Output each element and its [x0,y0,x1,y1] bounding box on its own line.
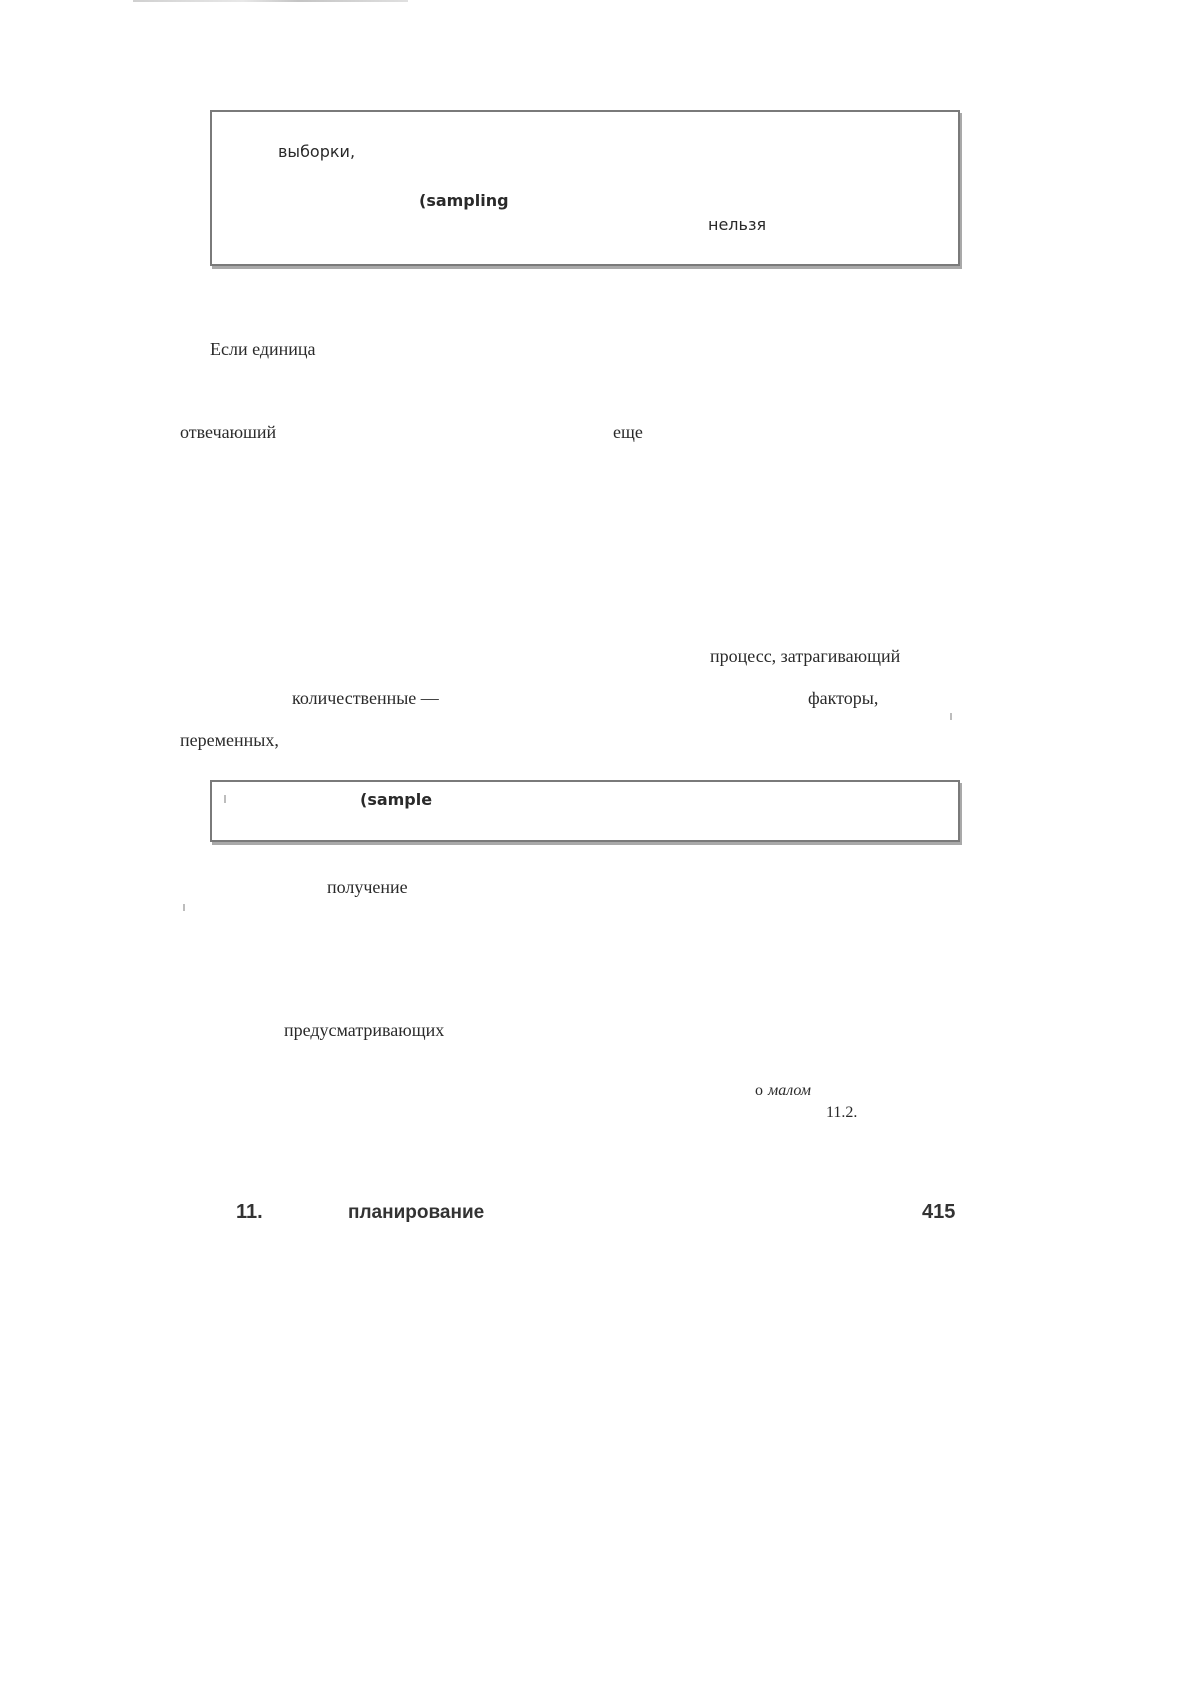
box1-line2: (sampling [419,191,509,210]
paragraph-text-3: процесс, затрагивающий [710,646,901,666]
paragraph-text-6: получение [327,877,408,897]
scan-speck [224,795,226,803]
scan-speck [950,713,952,720]
page-number: 415 [922,1201,956,1223]
paragraph-text-2b: еще [613,422,643,442]
paragraph-text-9: 11.2. [826,1104,858,1121]
definition-box-2 [210,780,960,842]
definition-box-1 [210,110,960,266]
box1-line1: выборки, [278,142,356,161]
paragraph-text-4b: факторы, [808,688,879,708]
scan-edge-artifact [133,0,408,2]
box1-line3: нельзя [708,215,767,234]
paragraph-text-8b: малом [768,1082,811,1099]
paragraph-text-2a: отвечаюший [180,422,277,442]
paragraph-text-4a: количественные — [292,688,439,708]
paragraph-text-1: Если единица [210,339,316,359]
footer-chapter-title: планирование [348,1202,485,1223]
paragraph-text-8a: о [755,1082,763,1099]
scan-speck [183,904,185,911]
paragraph-text-5: переменных, [180,730,279,750]
box2-line1: (sample [360,790,433,809]
footer-chapter-number: 11. [236,1201,263,1223]
paragraph-text-7: предусматривающих [284,1020,445,1040]
